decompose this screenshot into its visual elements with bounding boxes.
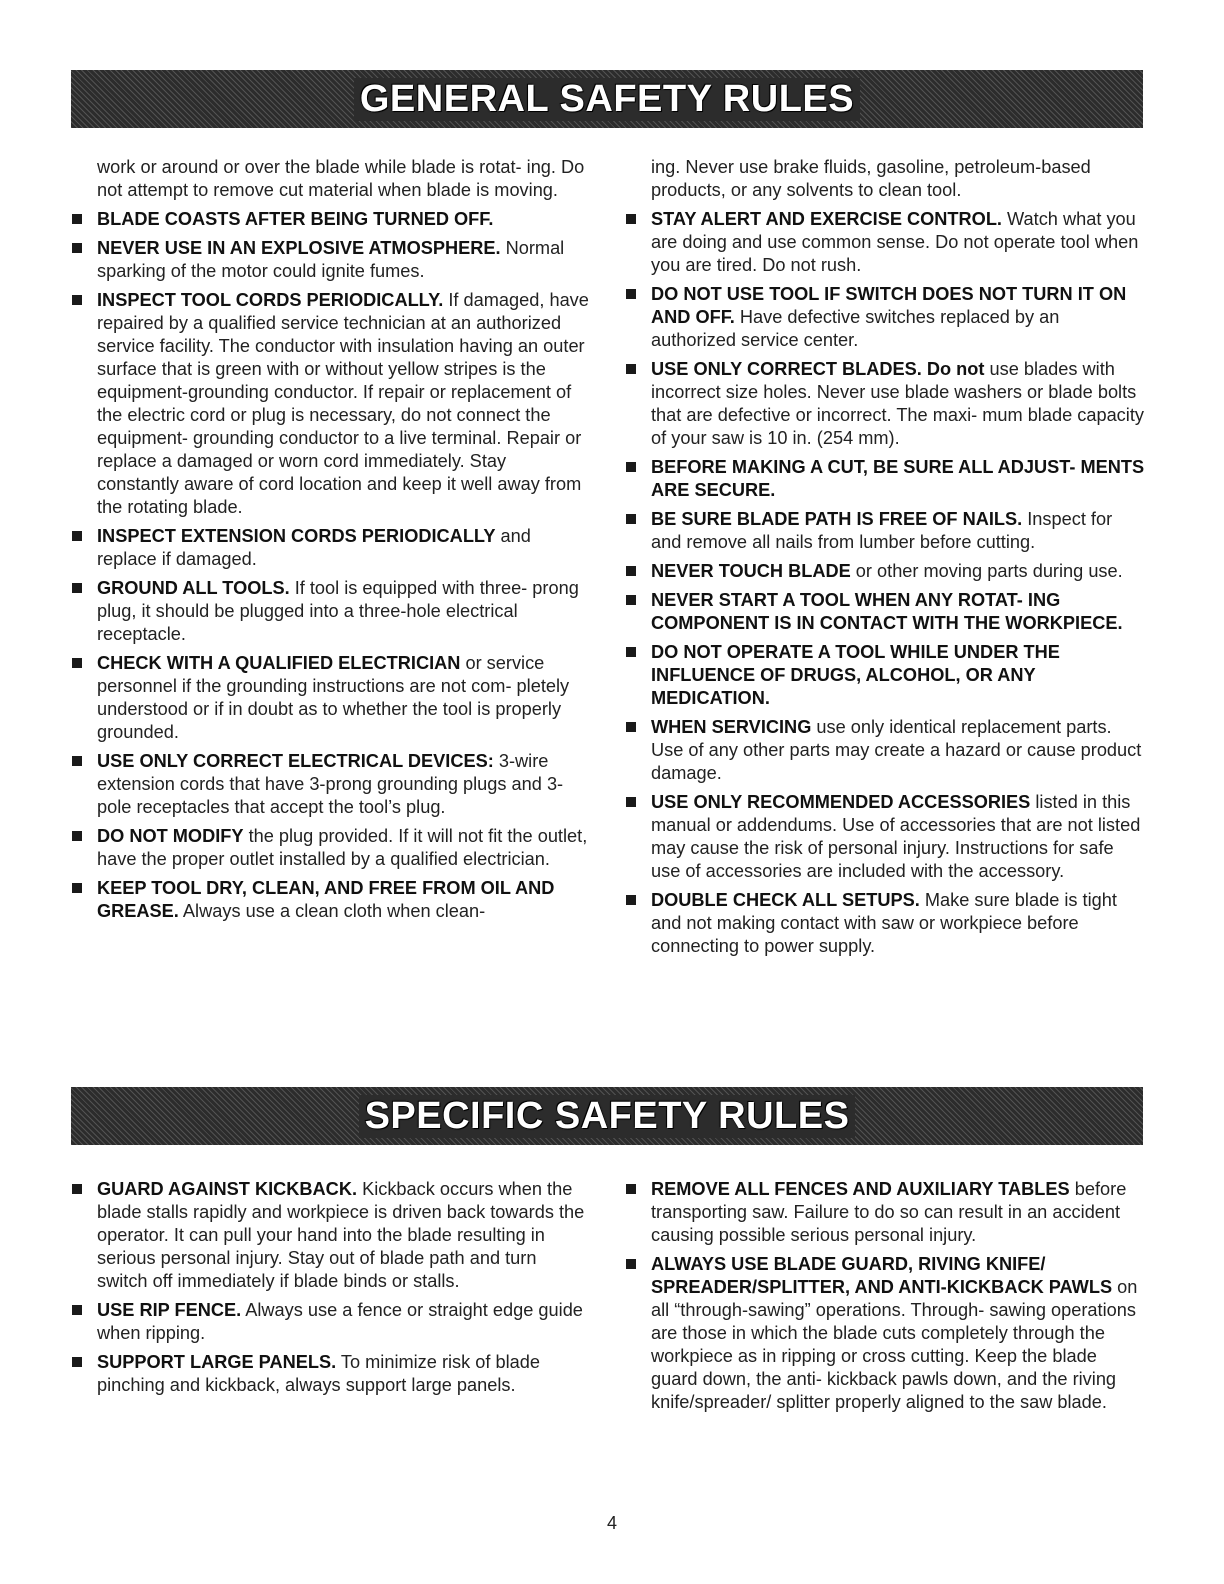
rule-text: To minimize risk of blade pinching and kickback, always support large panels.: [97, 1352, 541, 1395]
continuation-text: work or around or over the blade while blade is rotat- ing. Do not attempt to remove cut material when blade is moving.: [97, 157, 585, 200]
square-bullet-icon: [626, 214, 636, 224]
rule-text: Inspect for and remove all nails from lumber before cutting.: [651, 509, 1113, 552]
square-bullet-icon: [626, 1259, 636, 1269]
rule-heading: ALWAYS USE BLADE GUARD, RIVING KNIFE/ SPREADER/SPLITTER, AND ANTI-KICKBACK PAWLS: [651, 1254, 1113, 1297]
square-bullet-icon: [72, 243, 82, 253]
rule-item: [625, 560, 1145, 583]
rule-item: [625, 508, 1145, 554]
rule-heading: DO NOT USE TOOL IF SWITCH DOES NOT TURN IT ON AND OFF.: [651, 284, 1127, 327]
rule-text: or service personnel if the grounding instructions are not com- pletely understood or if in doubt as to whether the tool is properly grounded.: [97, 653, 570, 742]
rule-item: [625, 589, 1145, 635]
specific-rules-left-column: [71, 1172, 591, 1397]
page-number: 4: [606, 1513, 617, 1533]
rule-item: [71, 1299, 591, 1345]
square-bullet-icon: [626, 364, 636, 374]
square-bullet-icon: [72, 214, 82, 224]
rule-item: [71, 825, 591, 871]
rule-list: [71, 1178, 591, 1397]
rule-text: before transporting saw. Failure to do so can result in an accident causing possible serious personal injury.: [651, 1179, 1127, 1245]
square-bullet-icon: [72, 583, 82, 593]
square-bullet-icon: [72, 1184, 82, 1194]
rule-text: listed in this manual or addendums. Use of accessories that are not listed may cause the risk of personal injury. Instructions for safe use of accessories are included with the accessory.: [651, 792, 1141, 881]
rule-text: If damaged, have repaired by a qualified service technician at an authorized service facility. The conductor with insulation having an outer surface that is green with or without yellow stripes is the equipment-grounding conductor. If repair or replacement of the electric cord or plug is necessary, do not connect the equipment- grounding conductor to a live terminal. Repair or replace a damaged or worn cord immediately. Stay constantly aware of cord location and keep it well away from the rotating blade.: [97, 290, 589, 517]
rule-list: [71, 208, 591, 923]
rule-text: If tool is equipped with three- prong plug, it should be plugged into a three-hole electrical receptacle.: [97, 578, 579, 644]
rule-text: Kickback occurs when the blade stalls rapidly and workpiece is driven back towards the operator. It can pull your hand into the blade resulting in serious personal injury. Stay out of blade path and turn switch off immediately if blade binds or stalls.: [97, 1179, 585, 1291]
square-bullet-icon: [72, 883, 82, 893]
general-rules-left-column: [71, 156, 591, 923]
rule-heading: BEFORE MAKING A CUT, BE SURE ALL ADJUST- MENTS ARE SECURE.: [651, 457, 1145, 500]
square-bullet-icon: [626, 289, 636, 299]
rule-text: Make sure blade is tight and not making contact with saw or workpiece before connecting to power supply.: [651, 890, 1117, 956]
rule-heading: BLADE COASTS AFTER BEING TURNED OFF.: [97, 209, 494, 229]
continuation-text: ing. Never use brake fluids, gasoline, petroleum-based products, or any solvents to clean tool.: [651, 157, 1091, 200]
rule-text: and replace if damaged.: [97, 526, 531, 569]
specific-rules-right-column: [625, 1172, 1145, 1414]
rule-item: [71, 237, 591, 283]
rule-text: 3-wire extension cords that have 3-prong grounding plugs and 3-pole receptacles that accept the tool’s plug.: [97, 751, 564, 817]
rule-heading: NEVER TOUCH BLADE: [651, 561, 851, 581]
rule-text: use blades with incorrect size holes. Never use blade washers or blade bolts that are defective or incorrect. The maxi- mum blade capacity of your saw is 10 in. (254 mm).: [651, 359, 1144, 448]
square-bullet-icon: [626, 1184, 636, 1194]
rule-item: [71, 652, 591, 744]
rule-heading: NEVER START A TOOL WHEN ANY ROTAT- ING COMPONENT IS IN CONTACT WITH THE WORKPIECE.: [651, 590, 1123, 633]
rule-heading: DO NOT OPERATE A TOOL WHILE UNDER THE INFLUENCE OF DRUGS, ALCOHOL, OR ANY MEDICATION.: [651, 642, 1060, 708]
rule-heading: REMOVE ALL FENCES AND AUXILIARY TABLES: [651, 1179, 1070, 1199]
section-title: GENERAL SAFETY RULES: [354, 78, 860, 121]
general-safety-rules-banner: [71, 70, 1143, 128]
square-bullet-icon: [72, 295, 82, 305]
square-bullet-icon: [72, 1357, 82, 1367]
rule-item: [625, 889, 1145, 958]
rule-heading: INSPECT EXTENSION CORDS PERIODICALLY: [97, 526, 496, 546]
rule-heading: SUPPORT LARGE PANELS.: [97, 1352, 337, 1372]
rule-text: on all “through-sawing” operations. Through- sawing operations are those in which the blade cuts completely through the workpiece as in ripping or cross cutting. Keep the blade guard down, the anti- kickback pawls down, and the riving knife/spreader/ splitter properly aligned to the saw blade.: [651, 1277, 1138, 1412]
square-bullet-icon: [72, 831, 82, 841]
rule-item: [71, 1178, 591, 1293]
square-bullet-icon: [626, 722, 636, 732]
rule-text: Normal sparking of the motor could ignite fumes.: [97, 238, 565, 281]
rule-item: [71, 577, 591, 646]
rule-item: [71, 289, 591, 519]
square-bullet-icon: [626, 895, 636, 905]
square-bullet-icon: [72, 531, 82, 541]
rule-text: Always use a fence or straight edge guide when ripping.: [97, 1300, 583, 1343]
rule-text: Have defective switches replaced by an authorized service center.: [651, 307, 1060, 350]
square-bullet-icon: [626, 797, 636, 807]
rule-item: [625, 283, 1145, 352]
specific-safety-rules-banner: [71, 1087, 1143, 1145]
square-bullet-icon: [626, 462, 636, 472]
rule-heading: GROUND ALL TOOLS.: [97, 578, 290, 598]
rule-heading: NEVER USE IN AN EXPLOSIVE ATMOSPHERE.: [97, 238, 501, 258]
rule-heading: USE RIP FENCE.: [97, 1300, 242, 1320]
rule-heading: CHECK WITH A QUALIFIED ELECTRICIAN: [97, 653, 461, 673]
rule-item: [625, 358, 1145, 450]
rule-item: [625, 1253, 1145, 1414]
rule-item: [625, 456, 1145, 502]
square-bullet-icon: [72, 658, 82, 668]
rule-text: or other moving parts during use.: [850, 561, 1123, 581]
rule-heading: USE ONLY CORRECT BLADES. Do not: [651, 359, 985, 379]
square-bullet-icon: [72, 756, 82, 766]
rule-item: [71, 877, 591, 923]
square-bullet-icon: [626, 595, 636, 605]
square-bullet-icon: [626, 566, 636, 576]
rule-text: Always use a clean cloth when clean-: [178, 901, 486, 921]
rule-heading: KEEP TOOL DRY, CLEAN, AND FREE FROM OIL AND GREASE.: [97, 878, 555, 921]
rule-heading: INSPECT TOOL CORDS PERIODICALLY.: [97, 290, 444, 310]
rule-heading: DOUBLE CHECK ALL SETUPS.: [651, 890, 920, 910]
rule-list: [625, 1178, 1145, 1414]
rule-text: the plug provided. If it will not fit the outlet, have the proper outlet installed by a qualified electrician.: [97, 826, 588, 869]
rule-item: [625, 208, 1145, 277]
square-bullet-icon: [626, 514, 636, 524]
rule-item: [71, 525, 591, 571]
section-title: SPECIFIC SAFETY RULES: [359, 1095, 856, 1138]
rule-text: Watch what you are doing and use common sense. Do not operate tool when you are tired. Do not rush.: [651, 209, 1139, 275]
general-rules-right-column: [625, 156, 1145, 958]
rule-list: [625, 208, 1145, 958]
rule-heading: STAY ALERT AND EXERCISE CONTROL.: [651, 209, 1002, 229]
rule-item: [71, 1351, 591, 1397]
rule-item: [625, 641, 1145, 710]
rule-heading: GUARD AGAINST KICKBACK.: [97, 1179, 358, 1199]
rule-item: [71, 208, 591, 231]
rule-heading: BE SURE BLADE PATH IS FREE OF NAILS.: [651, 509, 1023, 529]
square-bullet-icon: [72, 1305, 82, 1315]
rule-item: [71, 750, 591, 819]
rule-heading: USE ONLY CORRECT ELECTRICAL DEVICES:: [97, 751, 494, 771]
rule-text: use only identical replacement parts. Use of any other parts may create a hazard or cause product damage.: [651, 717, 1142, 783]
rule-item: [625, 716, 1145, 785]
rule-heading: DO NOT MODIFY: [97, 826, 244, 846]
square-bullet-icon: [626, 647, 636, 657]
rule-item: [625, 1178, 1145, 1247]
rule-heading: WHEN SERVICING: [651, 717, 812, 737]
rule-heading: USE ONLY RECOMMENDED ACCESSORIES: [651, 792, 1031, 812]
rule-item: [625, 791, 1145, 883]
